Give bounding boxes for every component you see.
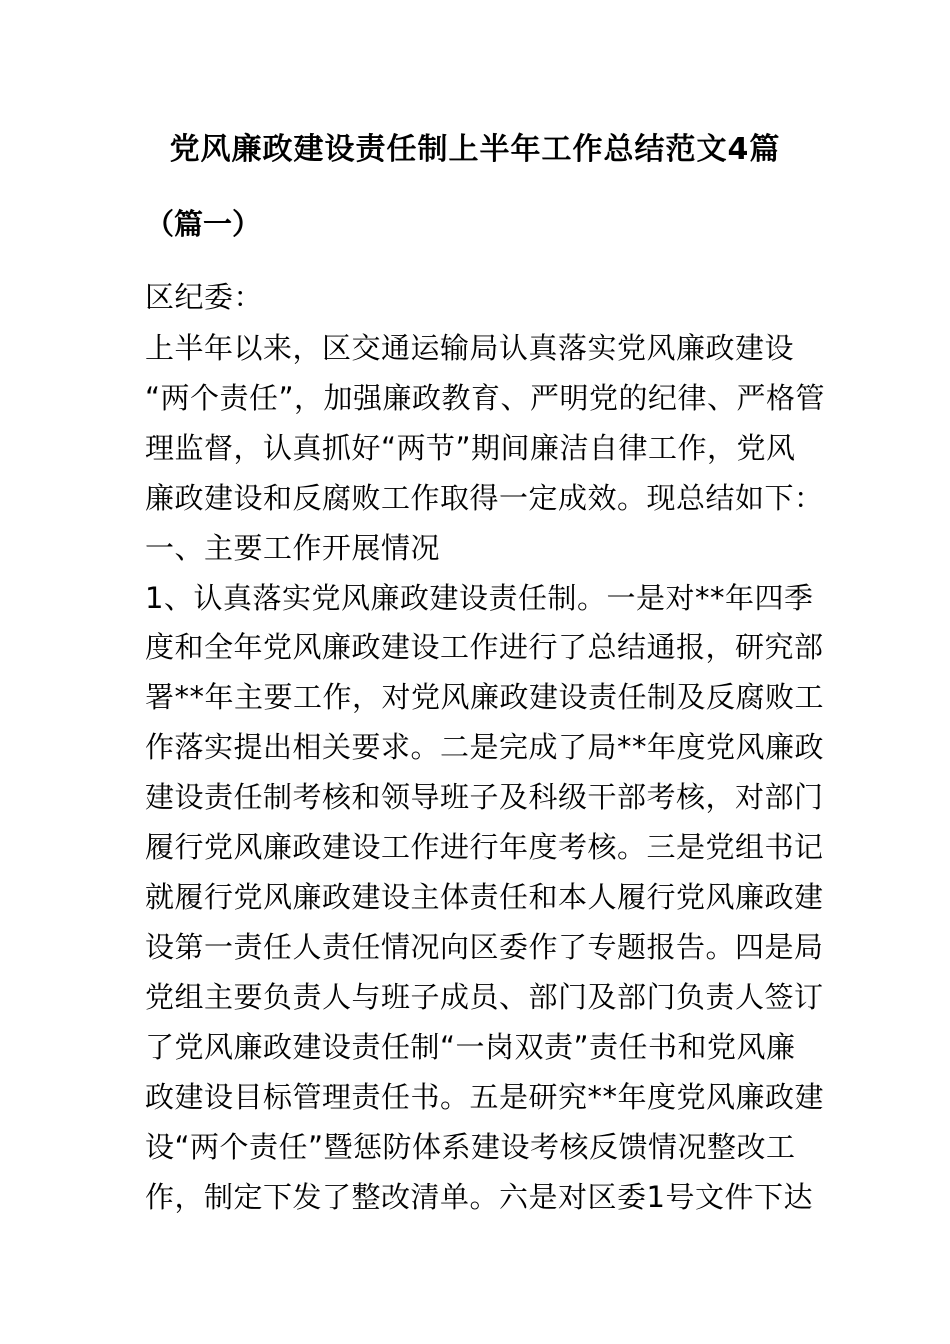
body-line: 区纪委： bbox=[145, 280, 264, 314]
body-line: 廉政建设和反腐败工作取得一定成效。现总结如下： bbox=[145, 481, 824, 515]
body-line: 了党风廉政建设责任制“一岗双责”责任书和党风廉 bbox=[145, 1030, 796, 1064]
body-line: “两个责任”，加强廉政教育、严明党的纪律、严格管 bbox=[145, 381, 826, 415]
body-line: 政建设目标管理责任书。五是研究**年度党风廉政建 bbox=[145, 1080, 825, 1114]
body-line: 作落实提出相关要求。二是完成了局**年度党风廉政 bbox=[145, 730, 825, 764]
section-label: （篇一） bbox=[145, 207, 262, 241]
body-line: 上半年以来，区交通运输局认真落实党风廉政建设 bbox=[145, 331, 795, 365]
document-title: 党风廉政建设责任制上半年工作总结范文4篇 bbox=[169, 132, 781, 167]
body-line: 作，制定下发了整改清单。六是对区委1号文件下达 bbox=[145, 1180, 813, 1214]
body-line: 1、认真落实党风廉政建设责任制。一是对**年四季 bbox=[145, 581, 814, 615]
body-line: 设“两个责任”暨惩防体系建设考核反馈情况整改工 bbox=[145, 1130, 796, 1164]
body-line: 建设责任制考核和领导班子及科级干部考核，对部门 bbox=[145, 780, 824, 814]
section-heading: 一、主要工作开展情况 bbox=[145, 531, 441, 565]
body-line: 党组主要负责人与班子成员、部门及部门负责人签订 bbox=[145, 980, 824, 1014]
body-line: 理监督，认真抓好“两节”期间廉洁自律工作，党风 bbox=[145, 431, 796, 465]
body-line: 设第一责任人责任情况向区委作了专题报告。四是局 bbox=[145, 930, 824, 964]
body-line: 署**年主要工作，对党风廉政建设责任制及反腐败工 bbox=[145, 680, 825, 714]
body-line: 履行党风廉政建设工作进行年度考核。三是党组书记 bbox=[145, 830, 824, 864]
body-line: 就履行党风廉政建设主体责任和本人履行党风廉政建 bbox=[145, 880, 824, 914]
body-line: 度和全年党风廉政建设工作进行了总结通报，研究部 bbox=[145, 630, 824, 664]
